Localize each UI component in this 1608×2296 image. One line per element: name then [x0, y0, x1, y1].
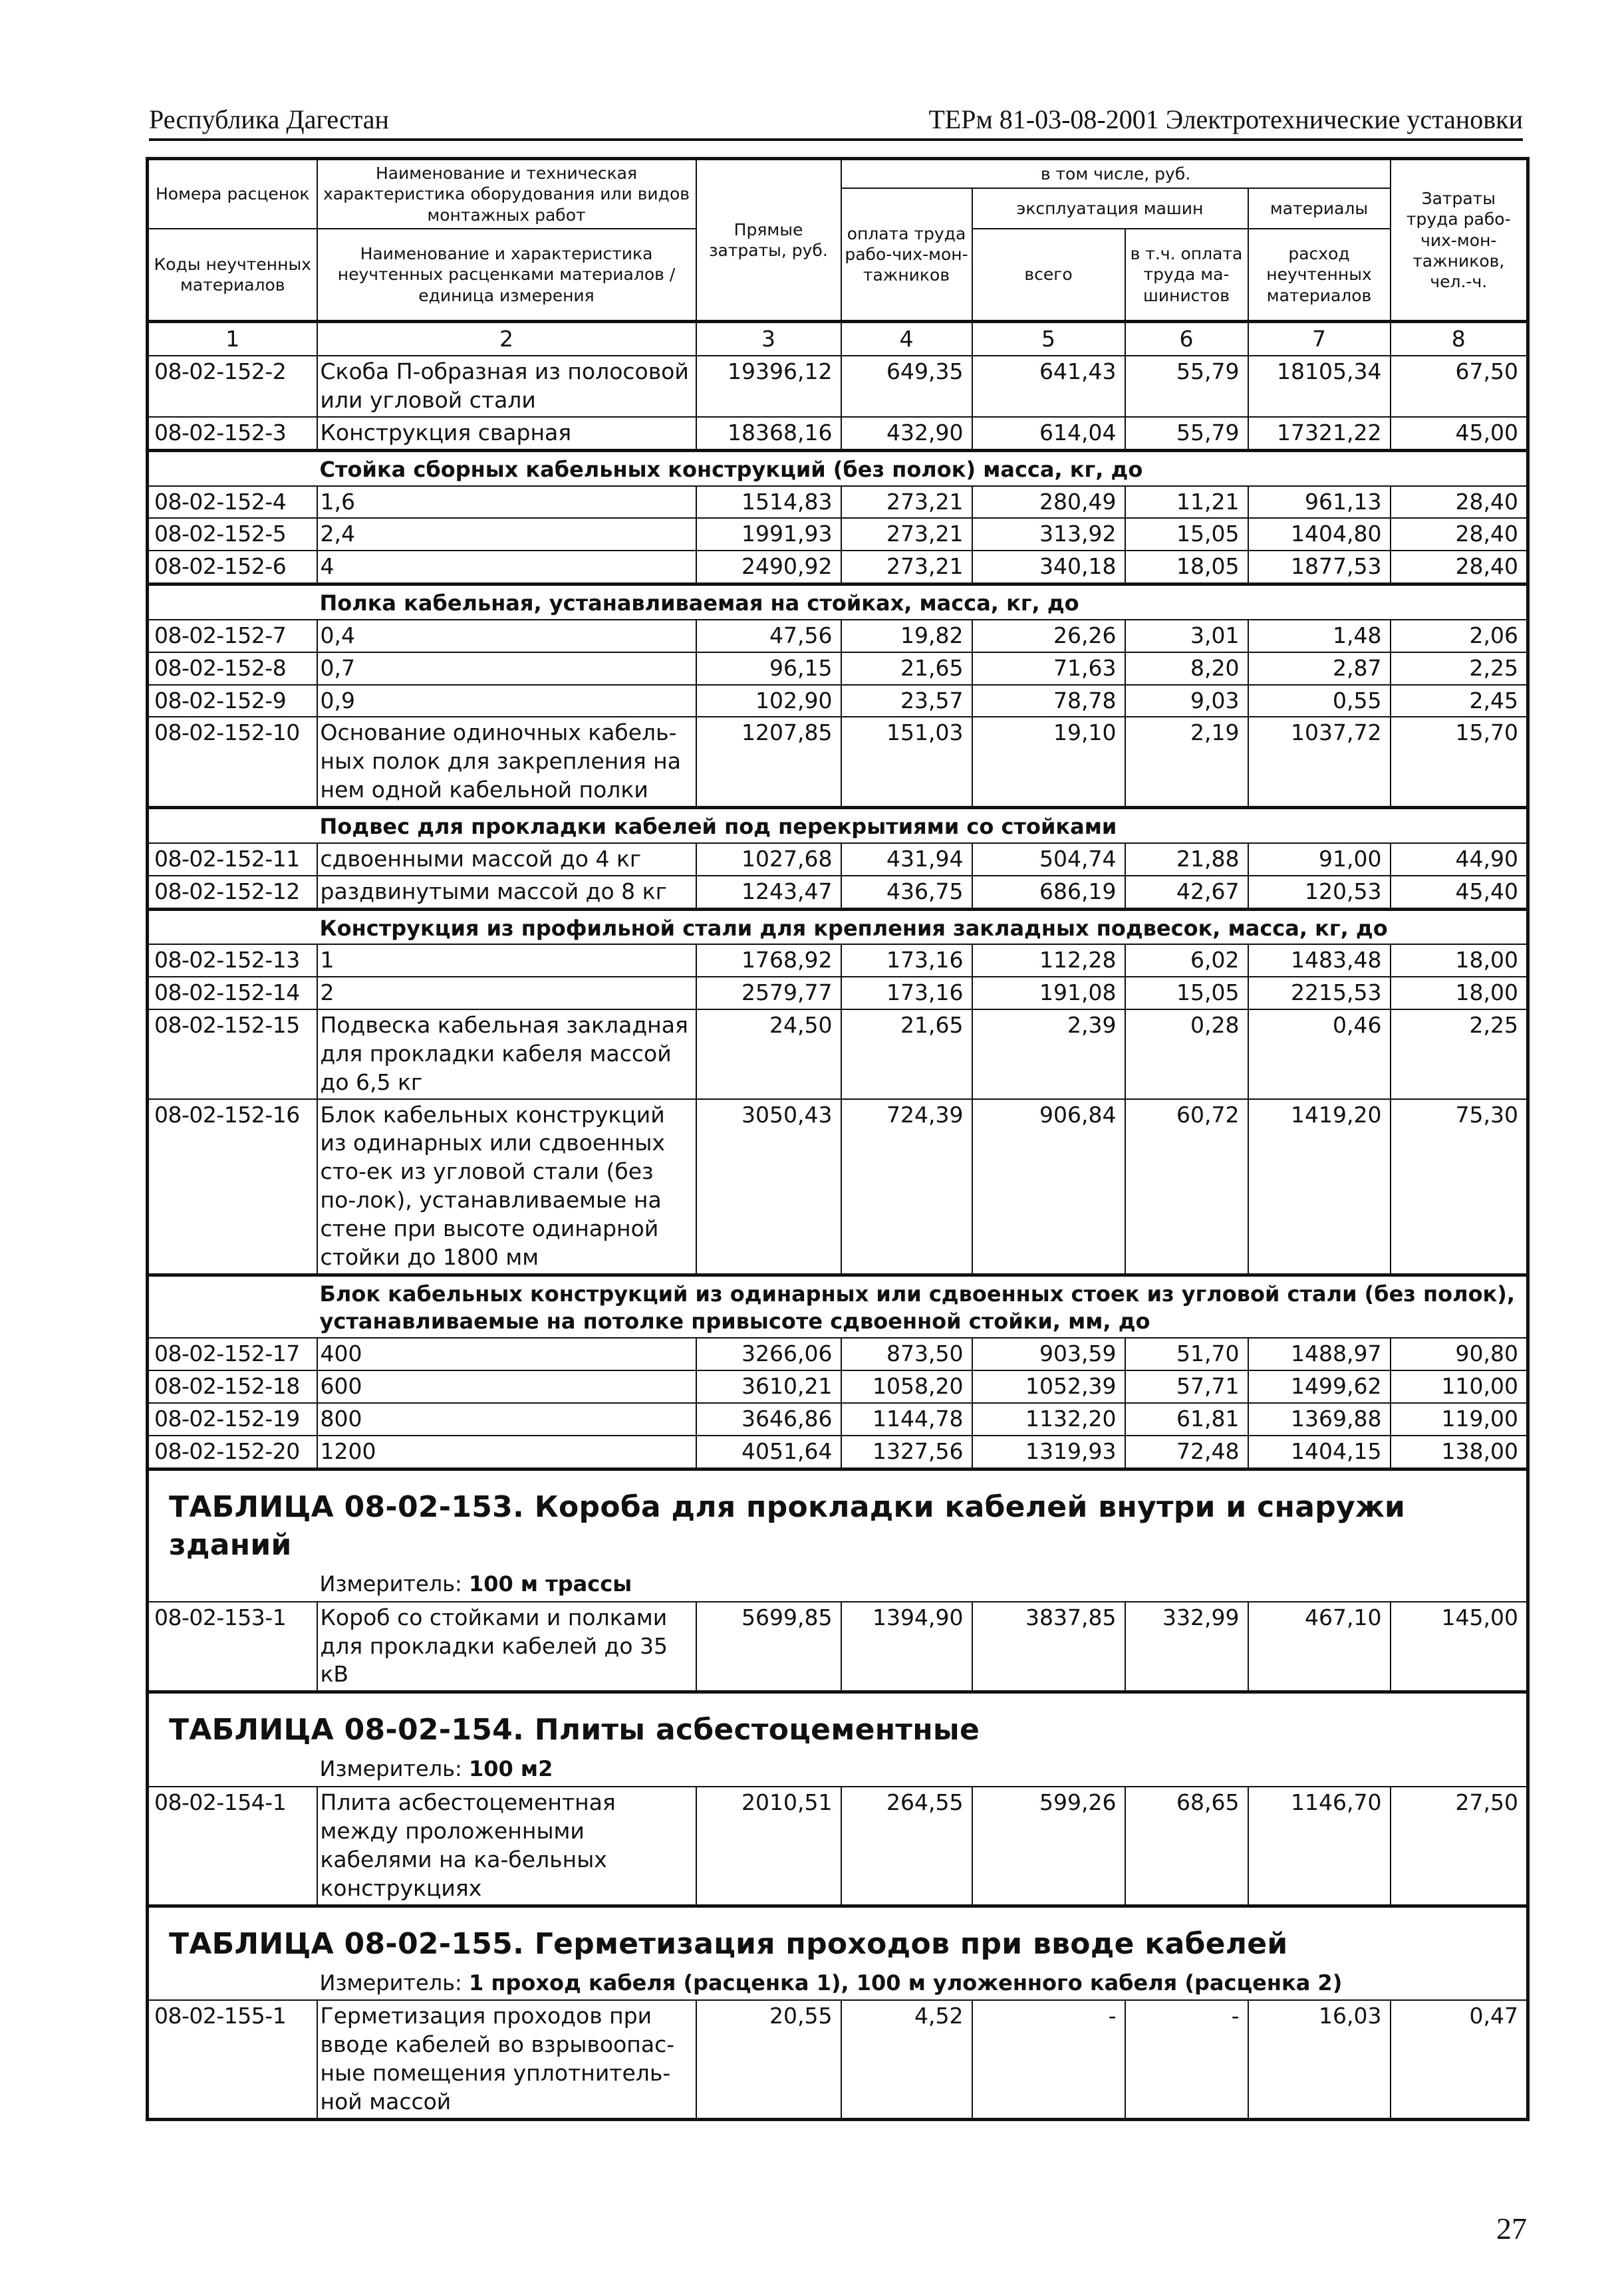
- worker-wages: 23,57: [841, 685, 972, 717]
- labor-hours: 119,00: [1391, 1403, 1528, 1436]
- materials-cost: 91,00: [1248, 843, 1391, 876]
- measure-label: Измеритель:: [319, 1756, 469, 1782]
- table-title-row: [148, 1692, 1528, 1753]
- measure-label: Измеритель:: [319, 1970, 469, 1995]
- table-row: [148, 518, 1528, 551]
- section-row: [148, 450, 1528, 485]
- table-row: [148, 551, 1528, 584]
- measure-unit: [317, 1967, 1528, 2001]
- worker-wages: 1327,56: [841, 1436, 972, 1469]
- table-row: [148, 717, 1528, 807]
- machinist-wages: 61,81: [1125, 1403, 1248, 1436]
- rate-code: 08-02-152-19: [148, 1403, 317, 1436]
- machine-cost: 686,19: [972, 876, 1125, 909]
- table-row: [148, 652, 1528, 685]
- labor-hours: 27,50: [1391, 1787, 1528, 1906]
- table-row: [148, 1602, 1528, 1692]
- measure-row: [148, 1753, 1528, 1787]
- table-row: [148, 843, 1528, 876]
- labor-hours: 110,00: [1391, 1370, 1528, 1403]
- labor-hours: 28,40: [1391, 551, 1528, 584]
- machine-cost: 1319,93: [972, 1436, 1125, 1469]
- header-wages: оплата труда рабо-чих-мон-тажников: [841, 188, 972, 322]
- work-name: Основание одиночных кабель-ных полок для закрепления на нем одной кабельной полки: [317, 717, 696, 807]
- column-number: 4: [841, 322, 972, 356]
- rate-code: 08-02-152-6: [148, 551, 317, 584]
- worker-wages: 1144,78: [841, 1403, 972, 1436]
- machinist-wages: 6,02: [1125, 944, 1248, 977]
- machine-cost: 906,84: [972, 1099, 1125, 1275]
- materials-cost: 1483,48: [1248, 944, 1391, 977]
- column-number: 6: [1125, 322, 1248, 356]
- machinist-wages: 42,67: [1125, 876, 1248, 909]
- labor-hours: 67,50: [1391, 356, 1528, 417]
- header-direct: Прямые затраты, руб.: [696, 159, 841, 322]
- measure-spacer: [148, 1967, 317, 2001]
- machinist-wages: 55,79: [1125, 417, 1248, 450]
- labor-hours: 28,40: [1391, 518, 1528, 551]
- measure-row: [148, 1568, 1528, 1602]
- table-row: [148, 944, 1528, 977]
- rate-code: 08-02-152-17: [148, 1338, 317, 1370]
- materials-cost: 1877,53: [1248, 551, 1391, 584]
- materials-cost: 17321,22: [1248, 417, 1391, 450]
- column-number: 3: [696, 322, 841, 356]
- machine-cost: 1132,20: [972, 1403, 1125, 1436]
- header-name: Наименование и техническая характеристика оборудования или видов монтажных работ: [317, 159, 696, 229]
- header-mat-cons: расход неучтенных материалов: [1248, 229, 1391, 322]
- section-row: [148, 909, 1528, 944]
- table-title: ТАБЛИЦА 08-02-155. Герметизация проходов при вводе кабелей: [148, 1906, 1528, 1967]
- rate-code: 08-02-152-18: [148, 1370, 317, 1403]
- header-incl: в том числе, руб.: [841, 159, 1391, 188]
- machine-cost: 112,28: [972, 944, 1125, 977]
- materials-cost: 1,48: [1248, 620, 1391, 652]
- table-row: [148, 2000, 1528, 2119]
- machinist-wages: 21,88: [1125, 843, 1248, 876]
- machine-cost: 313,92: [972, 518, 1125, 551]
- column-number: 8: [1391, 322, 1528, 356]
- table-header: [148, 159, 1528, 356]
- direct-cost: 96,15: [696, 652, 841, 685]
- direct-cost: 1207,85: [696, 717, 841, 807]
- measure-spacer: [148, 1568, 317, 1602]
- worker-wages: 21,65: [841, 1009, 972, 1099]
- direct-cost: 5699,85: [696, 1602, 841, 1692]
- worker-wages: 873,50: [841, 1338, 972, 1370]
- work-name: 1: [317, 944, 696, 977]
- rate-code: 08-02-152-11: [148, 843, 317, 876]
- machinist-wages: 15,05: [1125, 518, 1248, 551]
- labor-hours: 28,40: [1391, 486, 1528, 519]
- machinist-wages: 2,19: [1125, 717, 1248, 807]
- worker-wages: 4,52: [841, 2000, 972, 2119]
- direct-cost: 47,56: [696, 620, 841, 652]
- work-name: 0,9: [317, 685, 696, 717]
- labor-hours: 75,30: [1391, 1099, 1528, 1275]
- direct-cost: 1243,47: [696, 876, 841, 909]
- materials-cost: 1369,88: [1248, 1403, 1391, 1436]
- measure-label: Измеритель:: [319, 1571, 469, 1597]
- machinist-wages: 11,21: [1125, 486, 1248, 519]
- measure-unit: [317, 1753, 1528, 1787]
- materials-cost: 18105,34: [1248, 356, 1391, 417]
- worker-wages: 273,21: [841, 518, 972, 551]
- machine-cost: 26,26: [972, 620, 1125, 652]
- direct-cost: 20,55: [696, 2000, 841, 2119]
- worker-wages: 151,03: [841, 717, 972, 807]
- table-row: [148, 1099, 1528, 1275]
- measure-value: 100 м2: [468, 1756, 553, 1782]
- worker-wages: 724,39: [841, 1099, 972, 1275]
- materials-cost: 16,03: [1248, 2000, 1391, 2119]
- work-name: 400: [317, 1338, 696, 1370]
- work-name: 2,4: [317, 518, 696, 551]
- labor-hours: 2,06: [1391, 620, 1528, 652]
- materials-cost: 120,53: [1248, 876, 1391, 909]
- worker-wages: 431,94: [841, 843, 972, 876]
- worker-wages: 21,65: [841, 652, 972, 685]
- labor-hours: 145,00: [1391, 1602, 1528, 1692]
- work-name: раздвинутыми массой до 8 кг: [317, 876, 696, 909]
- labor-hours: 2,45: [1391, 685, 1528, 717]
- labor-hours: 18,00: [1391, 944, 1528, 977]
- materials-cost: 1146,70: [1248, 1787, 1391, 1906]
- worker-wages: 273,21: [841, 551, 972, 584]
- header-materials: материалы: [1248, 188, 1391, 229]
- rate-code: 08-02-153-1: [148, 1602, 317, 1692]
- materials-cost: 2215,53: [1248, 977, 1391, 1009]
- labor-hours: 2,25: [1391, 652, 1528, 685]
- section-title: Полка кабельная, устанавливаемая на стойках, масса, кг, до: [317, 584, 1528, 620]
- worker-wages: 649,35: [841, 356, 972, 417]
- section-title: Конструкция из профильной стали для крепления закладных подвесок, масса, кг, до: [317, 909, 1528, 944]
- worker-wages: 173,16: [841, 944, 972, 977]
- work-name: 0,4: [317, 620, 696, 652]
- rate-code: 08-02-152-2: [148, 356, 317, 417]
- materials-cost: 1499,62: [1248, 1370, 1391, 1403]
- machine-cost: 614,04: [972, 417, 1125, 450]
- machinist-wages: 60,72: [1125, 1099, 1248, 1275]
- header-machines: эксплуатация машин: [972, 188, 1248, 229]
- labor-hours: 45,00: [1391, 417, 1528, 450]
- work-name: Подвеска кабельная закладная для прокладки кабеля массой до 6,5 кг: [317, 1009, 696, 1099]
- measure-spacer: [148, 1753, 317, 1787]
- rate-code: 08-02-152-16: [148, 1099, 317, 1275]
- table-title-row: [148, 1469, 1528, 1568]
- machinist-wages: 332,99: [1125, 1602, 1248, 1692]
- rate-code: 08-02-152-20: [148, 1436, 317, 1469]
- table-row: [148, 620, 1528, 652]
- rate-code: 08-02-152-7: [148, 620, 317, 652]
- labor-hours: 90,80: [1391, 1338, 1528, 1370]
- page-header: [149, 100, 1523, 141]
- section-title: Блок кабельных конструкций из одинарных или сдвоенных стоек из угловой стали (без полок), устанавливаемые на потолке привысоте сдвоенной стойки, мм, до: [317, 1275, 1528, 1338]
- work-name: 800: [317, 1403, 696, 1436]
- rates-table: [146, 157, 1530, 2121]
- direct-cost: 18368,16: [696, 417, 841, 450]
- materials-cost: 961,13: [1248, 486, 1391, 519]
- machinist-wages: 9,03: [1125, 685, 1248, 717]
- direct-cost: 19396,12: [696, 356, 841, 417]
- direct-cost: 3266,06: [696, 1338, 841, 1370]
- work-name: Короб со стойками и полками для прокладки кабелей до 35 кВ: [317, 1602, 696, 1692]
- labor-hours: 15,70: [1391, 717, 1528, 807]
- table-row: [148, 1009, 1528, 1099]
- worker-wages: 173,16: [841, 977, 972, 1009]
- table-title: ТАБЛИЦА 08-02-154. Плиты асбестоцементные: [148, 1692, 1528, 1753]
- table-row: [148, 876, 1528, 909]
- machinist-wages: 68,65: [1125, 1787, 1248, 1906]
- labor-hours: 45,40: [1391, 876, 1528, 909]
- section-row: [148, 808, 1528, 843]
- header-labor: Затраты труда рабо-чих-мон-тажников, чел.-ч.: [1391, 159, 1528, 322]
- section-row: [148, 584, 1528, 620]
- work-name: Блок кабельных конструкций из одинарных или сдвоенных сто-ек из угловой стали (без по-лок), устанавливаемые на стене при высоте одинарной стойки до 1800 мм: [317, 1099, 696, 1275]
- rate-code: 08-02-152-8: [148, 652, 317, 685]
- machine-cost: 903,59: [972, 1338, 1125, 1370]
- column-number: 1: [148, 322, 317, 356]
- column-number: 2: [317, 322, 696, 356]
- table-body: [148, 356, 1528, 2119]
- table-row: [148, 1338, 1528, 1370]
- labor-hours: 138,00: [1391, 1436, 1528, 1469]
- machine-cost: 340,18: [972, 551, 1125, 584]
- table-title: ТАБЛИЦА 08-02-153. Короба для прокладки кабелей внутри и снаружи зданий: [148, 1469, 1528, 1568]
- labor-hours: 18,00: [1391, 977, 1528, 1009]
- section-spacer: [148, 909, 317, 944]
- direct-cost: 4051,64: [696, 1436, 841, 1469]
- direct-cost: 2010,51: [696, 1787, 841, 1906]
- table-row: [148, 417, 1528, 450]
- machine-cost: 504,74: [972, 843, 1125, 876]
- labor-hours: 44,90: [1391, 843, 1528, 876]
- rate-code: 08-02-152-4: [148, 486, 317, 519]
- header-mach-wages: в т.ч. оплата труда ма-шинистов: [1125, 229, 1248, 322]
- machinist-wages: 15,05: [1125, 977, 1248, 1009]
- worker-wages: 1394,90: [841, 1602, 972, 1692]
- machine-cost: -: [972, 2000, 1125, 2119]
- machinist-wages: 72,48: [1125, 1436, 1248, 1469]
- materials-cost: 0,46: [1248, 1009, 1391, 1099]
- machine-cost: 78,78: [972, 685, 1125, 717]
- work-name: сдвоенными массой до 4 кг: [317, 843, 696, 876]
- rate-code: 08-02-155-1: [148, 2000, 317, 2119]
- direct-cost: 1027,68: [696, 843, 841, 876]
- materials-cost: 1404,15: [1248, 1436, 1391, 1469]
- machinist-wages: -: [1125, 2000, 1248, 2119]
- table-row: [148, 1436, 1528, 1469]
- materials-cost: 1419,20: [1248, 1099, 1391, 1275]
- direct-cost: 24,50: [696, 1009, 841, 1099]
- section-title: Стойка сборных кабельных конструкций (без полок) масса, кг, до: [317, 450, 1528, 485]
- column-numbers-row: [148, 322, 1528, 356]
- column-number: 5: [972, 322, 1125, 356]
- worker-wages: 19,82: [841, 620, 972, 652]
- work-name: 600: [317, 1370, 696, 1403]
- direct-cost: 1768,92: [696, 944, 841, 977]
- rate-code: 08-02-152-13: [148, 944, 317, 977]
- labor-hours: 0,47: [1391, 2000, 1528, 2119]
- section-spacer: [148, 450, 317, 485]
- section-spacer: [148, 1275, 317, 1338]
- worker-wages: 1058,20: [841, 1370, 972, 1403]
- machine-cost: 280,49: [972, 486, 1125, 519]
- worker-wages: 264,55: [841, 1787, 972, 1906]
- work-name: Герметизация проходов при вводе кабелей во взрывоопас-ные помещения уплотнитель-ной массой: [317, 2000, 696, 2119]
- machinist-wages: 55,79: [1125, 356, 1248, 417]
- rate-code: 08-02-152-15: [148, 1009, 317, 1099]
- table-title-row: [148, 1906, 1528, 1967]
- work-name: 2: [317, 977, 696, 1009]
- measure-value: 1 проход кабеля (расценка 1), 100 м уложенного кабеля (расценка 2): [468, 1970, 1343, 1995]
- header-document-title: ТЕРм 81-03-08-2001 Электротехнические установки: [928, 104, 1523, 134]
- direct-cost: 3050,43: [696, 1099, 841, 1275]
- page-number: 27: [1496, 2212, 1527, 2245]
- column-number: 7: [1248, 322, 1391, 356]
- materials-cost: 1404,80: [1248, 518, 1391, 551]
- measure-row: [148, 1967, 1528, 2001]
- labor-hours: 2,25: [1391, 1009, 1528, 1099]
- table-row: [148, 1370, 1528, 1403]
- table-row: [148, 356, 1528, 417]
- work-name: 4: [317, 551, 696, 584]
- direct-cost: 1514,83: [696, 486, 841, 519]
- section-spacer: [148, 808, 317, 843]
- rate-code: 08-02-152-10: [148, 717, 317, 807]
- machine-cost: 19,10: [972, 717, 1125, 807]
- machine-cost: 3837,85: [972, 1602, 1125, 1692]
- machine-cost: 1052,39: [972, 1370, 1125, 1403]
- work-name: Конструкция сварная: [317, 417, 696, 450]
- worker-wages: 436,75: [841, 876, 972, 909]
- table-row: [148, 486, 1528, 519]
- direct-cost: 2579,77: [696, 977, 841, 1009]
- measure-unit: [317, 1568, 1528, 1602]
- header-region: Республика Дагестан: [149, 104, 389, 134]
- direct-cost: 1991,93: [696, 518, 841, 551]
- rate-code: 08-02-152-9: [148, 685, 317, 717]
- machine-cost: 2,39: [972, 1009, 1125, 1099]
- work-name: 0,7: [317, 652, 696, 685]
- materials-cost: 1037,72: [1248, 717, 1391, 807]
- rate-code: 08-02-152-12: [148, 876, 317, 909]
- machinist-wages: 0,28: [1125, 1009, 1248, 1099]
- machinist-wages: 57,71: [1125, 1370, 1248, 1403]
- work-name: 1200: [317, 1436, 696, 1469]
- measure-value: 100 м трассы: [468, 1571, 632, 1597]
- machinist-wages: 51,70: [1125, 1338, 1248, 1370]
- worker-wages: 273,21: [841, 486, 972, 519]
- rate-code: 08-02-154-1: [148, 1787, 317, 1906]
- rate-code: 08-02-152-3: [148, 417, 317, 450]
- work-name: Плита асбестоцементная между проложенными кабелями на ка-бельных конструкциях: [317, 1787, 696, 1906]
- section-title: Подвес для прокладки кабелей под перекрытиями со стойками: [317, 808, 1528, 843]
- table-row: [148, 1787, 1528, 1906]
- materials-cost: 467,10: [1248, 1602, 1391, 1692]
- machinist-wages: 18,05: [1125, 551, 1248, 584]
- direct-cost: 102,90: [696, 685, 841, 717]
- header-mach-total: всего: [972, 229, 1125, 322]
- materials-cost: 0,55: [1248, 685, 1391, 717]
- header-mat-codes: Коды неучтенных материалов: [148, 229, 317, 322]
- table-row: [148, 1403, 1528, 1436]
- materials-cost: 2,87: [1248, 652, 1391, 685]
- work-name: Скоба П-образная из полосовой или угловой стали: [317, 356, 696, 417]
- header-mat-names: Наименование и характеристика неучтенных расценками материалов / единица измерения: [317, 229, 696, 322]
- work-name: 1,6: [317, 486, 696, 519]
- table-row: [148, 977, 1528, 1009]
- table-row: [148, 685, 1528, 717]
- machine-cost: 599,26: [972, 1787, 1125, 1906]
- machinist-wages: 8,20: [1125, 652, 1248, 685]
- rate-code: 08-02-152-14: [148, 977, 317, 1009]
- section-row: [148, 1275, 1528, 1338]
- machine-cost: 71,63: [972, 652, 1125, 685]
- machine-cost: 641,43: [972, 356, 1125, 417]
- rate-code: 08-02-152-5: [148, 518, 317, 551]
- header-codes: Номера расценок: [148, 159, 317, 229]
- materials-cost: 1488,97: [1248, 1338, 1391, 1370]
- machinist-wages: 3,01: [1125, 620, 1248, 652]
- direct-cost: 2490,92: [696, 551, 841, 584]
- section-spacer: [148, 584, 317, 620]
- direct-cost: 3646,86: [696, 1403, 841, 1436]
- worker-wages: 432,90: [841, 417, 972, 450]
- direct-cost: 3610,21: [696, 1370, 841, 1403]
- machine-cost: 191,08: [972, 977, 1125, 1009]
